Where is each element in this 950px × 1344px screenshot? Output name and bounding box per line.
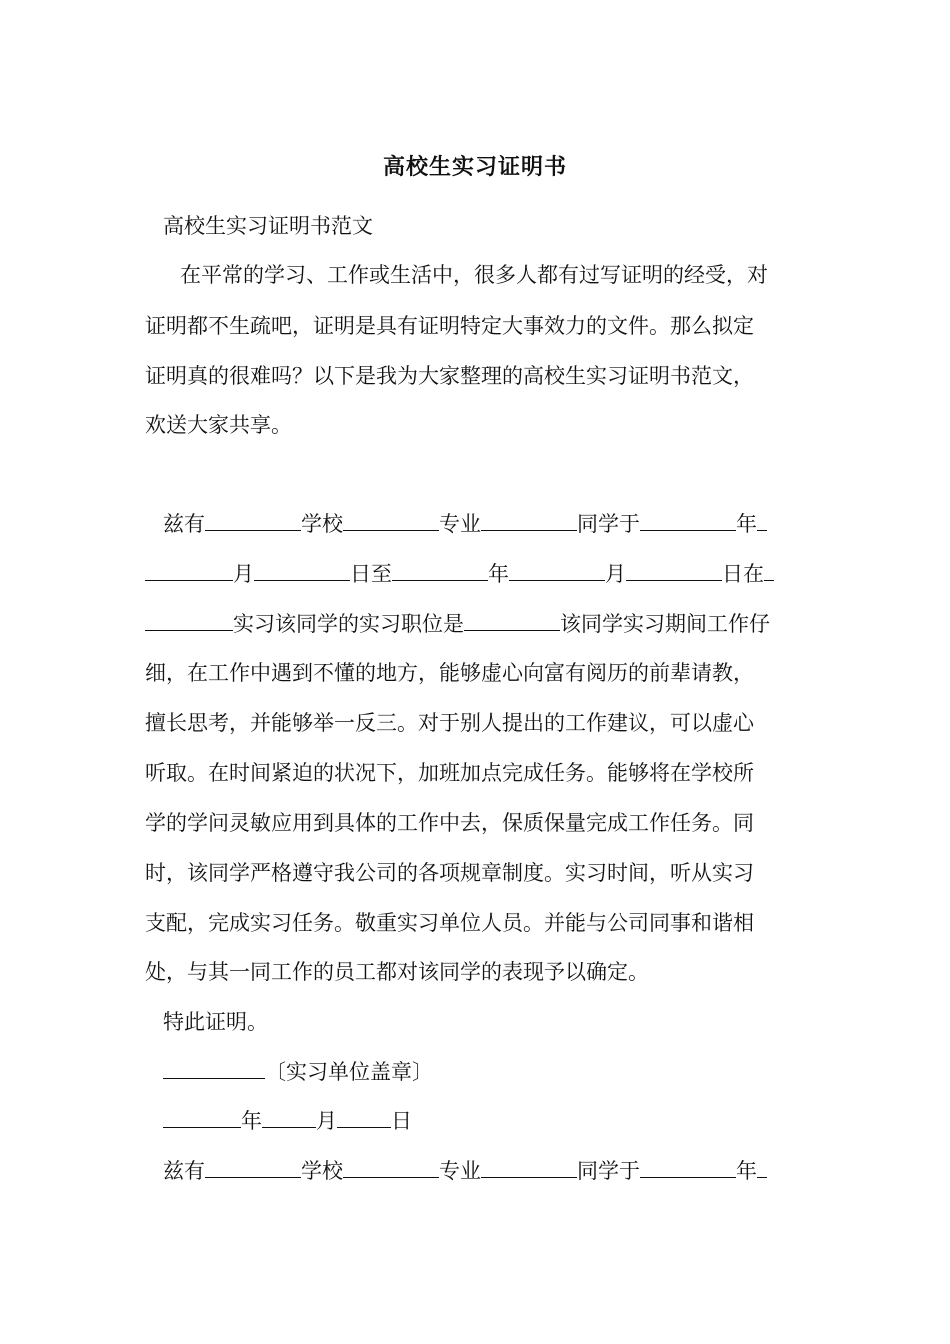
form-word: 专业	[439, 1159, 481, 1183]
blank-field[interactable]	[343, 1155, 439, 1178]
blank-field[interactable]	[163, 1105, 241, 1128]
blank-field[interactable]	[163, 1056, 265, 1079]
blank-field[interactable]	[764, 558, 774, 581]
body-line-6: 支配，完成实习任务。敬重实习单位人员。并能与公司同事和谐相	[145, 911, 754, 935]
intro-line-3: 证明真的很难吗？以下是我为大家整理的高校生实习证明书范文，	[145, 364, 754, 388]
body-line-2: 擅长思考，并能够举一反三。对于别人提出的工作建议，可以虚心	[145, 711, 754, 735]
intro-line-4: 欢送大家共享。	[145, 413, 292, 437]
date-month-label: 月	[316, 1109, 337, 1133]
blank-field[interactable]	[337, 1105, 391, 1128]
closing-text: 特此证明。	[163, 1010, 268, 1034]
body-line-5: 时，该同学严格遵守我公司的各项规章制度。实习时间，听从实习	[145, 861, 754, 885]
form-word: 日在	[722, 562, 764, 586]
form-word: 年	[488, 562, 509, 586]
document-subtitle: 高校生实习证明书范文	[163, 214, 373, 238]
form-word: 日至	[350, 562, 392, 586]
form-line-1	[163, 508, 823, 539]
date-line	[163, 1105, 823, 1136]
blank-field[interactable]	[757, 508, 767, 531]
form-word: 同学于	[577, 512, 640, 536]
intro-line-2: 证明都不生疏吧，证明是具有证明特定大事效力的文件。那么拟定	[145, 314, 754, 338]
form-word: 实习该同学的实习职位是	[233, 612, 464, 636]
blank-field[interactable]	[481, 508, 577, 531]
form-word: 年	[736, 512, 757, 536]
stamp-line	[163, 1056, 823, 1087]
form-word: 专业	[439, 512, 481, 536]
date-year-label: 年	[241, 1109, 262, 1133]
form-word: 学校	[301, 512, 343, 536]
form-word: 该同学实习期间工作仔	[560, 612, 770, 636]
blank-field[interactable]	[481, 1155, 577, 1178]
blank-field[interactable]	[640, 508, 736, 531]
date-day-label: 日	[391, 1109, 412, 1133]
blank-field[interactable]	[254, 558, 350, 581]
blank-field[interactable]	[392, 558, 488, 581]
form-line-3	[145, 608, 805, 639]
form-word: 年	[736, 1159, 757, 1183]
body-line-7: 处，与其一同工作的员工都对该同学的表现予以确定。	[145, 960, 649, 984]
blank-field[interactable]	[145, 608, 233, 631]
blank-field[interactable]	[509, 558, 605, 581]
blank-field[interactable]	[640, 1155, 736, 1178]
form-word: 同学于	[577, 1159, 640, 1183]
blank-field[interactable]	[757, 1155, 767, 1178]
stamp-label: 〔实习单位盖章〕	[265, 1060, 433, 1084]
body-line-1: 细，在工作中遇到不懂的地方，能够虚心向富有阅历的前辈请教，	[145, 661, 754, 685]
blank-field[interactable]	[343, 508, 439, 531]
form-word: 月	[605, 562, 626, 586]
form-line-2	[145, 558, 805, 589]
blank-field[interactable]	[626, 558, 722, 581]
form-word: 兹有	[163, 512, 205, 536]
form-word: 兹有	[163, 1159, 205, 1183]
blank-field[interactable]	[464, 608, 560, 631]
form-word: 月	[233, 562, 254, 586]
document-title: 高校生实习证明书	[382, 154, 567, 180]
blank-field[interactable]	[205, 508, 301, 531]
form-word: 学校	[301, 1159, 343, 1183]
blank-field[interactable]	[205, 1155, 301, 1178]
form-line-repeat	[163, 1155, 823, 1186]
blank-field[interactable]	[145, 558, 233, 581]
body-line-4: 学的学问灵敏应用到具体的工作中去，保质保量完成工作任务。同	[145, 811, 754, 835]
body-line-3: 听取。在时间紧迫的状况下，加班加点完成任务。能够将在学校所	[145, 761, 754, 785]
intro-line-1: 在平常的学习、工作或生活中，很多人都有过写证明的经受，对	[180, 263, 768, 287]
blank-field[interactable]	[262, 1105, 316, 1128]
